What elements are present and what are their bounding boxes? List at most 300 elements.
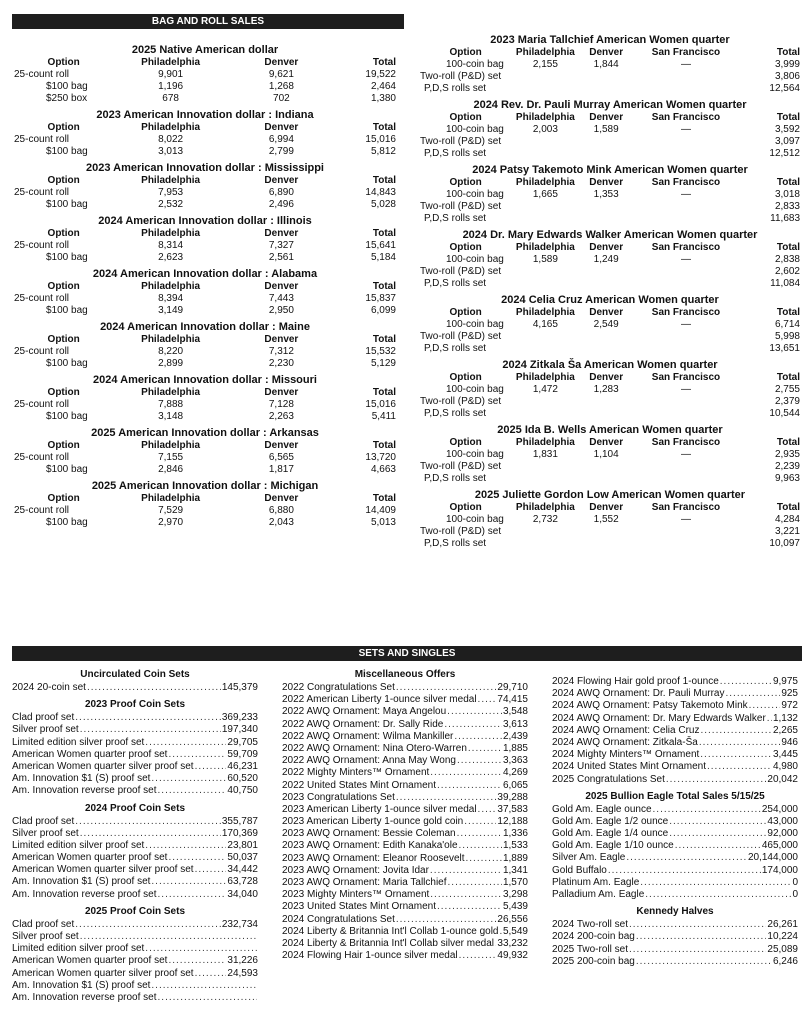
item-name: 2022 AWQ Ornament: Nina Otero-Warren	[282, 742, 467, 754]
row-value: 6,565	[268, 452, 294, 463]
column-header: Denver	[589, 502, 624, 513]
row-value	[633, 148, 739, 160]
row-value: 2,464	[370, 81, 396, 92]
row-value: 5,129	[370, 358, 396, 369]
item-value: 39,288	[497, 791, 528, 803]
row-value	[511, 461, 579, 473]
column-header: Philadelphia	[515, 372, 575, 383]
leader-dots	[478, 804, 497, 816]
list-item	[552, 774, 798, 786]
table-row	[14, 240, 396, 252]
leader-dots	[767, 713, 772, 725]
list-item	[552, 804, 798, 816]
list-item	[282, 853, 528, 865]
list-item	[552, 816, 798, 828]
item-value: 4,980	[772, 761, 798, 773]
column-header: Denver	[589, 47, 624, 58]
leader-dots	[608, 865, 761, 877]
column-header: Option	[449, 502, 482, 513]
row-value: 2,561	[268, 252, 294, 263]
item-name: 2024 Two-roll set	[552, 919, 628, 931]
column-header: Denver	[589, 112, 624, 123]
item-name: Clad proof set	[12, 712, 75, 724]
sets-column-1	[12, 664, 258, 1004]
item-value: 10,224	[767, 931, 798, 943]
leader-dots	[80, 828, 221, 840]
list-item	[12, 919, 258, 931]
table-header-row	[420, 47, 800, 59]
row-value: 1,268	[268, 81, 294, 92]
column-header: Philadelphia	[515, 242, 575, 253]
table-row	[14, 252, 396, 264]
row-value: 1,589	[593, 124, 619, 135]
leader-dots	[464, 816, 496, 828]
list-item	[552, 852, 798, 864]
section-title: 2023 American Innovation dollar : Indiana	[96, 109, 314, 121]
item-name: Limited edition silver proof set	[12, 839, 145, 851]
row-value	[633, 396, 739, 408]
table-row	[420, 189, 800, 201]
row-value	[511, 526, 579, 538]
list-item	[552, 877, 798, 889]
row-value	[633, 408, 739, 420]
row-value: 2,899	[158, 358, 184, 369]
list-item	[552, 828, 798, 840]
leader-dots	[151, 980, 257, 992]
row-value: 6,880	[268, 505, 294, 516]
column-header: Total	[372, 493, 396, 504]
list-item	[282, 938, 528, 950]
table-row	[420, 201, 800, 213]
item-value: 37,583	[497, 803, 528, 815]
item-value: 1,533	[502, 840, 528, 852]
table-row	[14, 199, 396, 211]
row-label: Two-roll (P&D) set	[420, 136, 502, 147]
row-value	[580, 473, 633, 485]
list-item	[552, 919, 798, 931]
column-header: Philadelphia	[141, 57, 201, 68]
table-row	[420, 473, 800, 485]
section-title: 2024 Rev. Dr. Pauli Murray American Women quarter	[473, 99, 747, 111]
item-name: Gold Am. Eagle 1/4 ounce	[552, 828, 669, 840]
column-header: Denver	[589, 242, 624, 253]
list-item	[12, 876, 258, 888]
row-value: 12,512	[769, 148, 800, 159]
row-value	[511, 148, 579, 160]
list-item	[282, 792, 528, 804]
table-header-row	[14, 493, 396, 505]
table-row	[420, 408, 800, 420]
table-row	[420, 514, 800, 526]
row-value: 1,283	[593, 384, 619, 395]
row-value	[580, 331, 633, 343]
sales-table	[14, 281, 396, 317]
item-name: Limited edition silver proof set	[12, 736, 145, 748]
row-value	[580, 278, 633, 290]
item-name: 2022 United States Mint Ornament	[282, 779, 436, 791]
row-value: 15,016	[365, 399, 396, 410]
sets-column-2	[282, 664, 528, 962]
row-value	[633, 213, 739, 225]
column-header: Philadelphia	[515, 307, 575, 318]
item-name: Gold Am. Eagle 1/10 ounce	[552, 840, 674, 852]
row-label: 100-coin bag	[446, 449, 504, 460]
item-value: 1,889	[502, 852, 528, 864]
list-item	[12, 980, 258, 992]
item-value: 232,734	[221, 918, 258, 930]
column-header: San Francisco	[651, 47, 721, 58]
item-value: 3,363	[502, 755, 528, 767]
list-item	[282, 828, 528, 840]
sales-table	[14, 440, 396, 476]
column-header: San Francisco	[651, 307, 721, 318]
item-name: Am. Innovation $1 (S) proof set	[12, 773, 151, 785]
row-value: 1,249	[593, 254, 619, 265]
list-item	[282, 914, 528, 926]
item-value: 74,415	[497, 694, 528, 706]
list-item	[12, 840, 258, 852]
item-name: 2022 AWQ Ornament: Wilma Mankiller	[282, 730, 454, 742]
item-name: 2022 Congratulations Set	[282, 682, 395, 693]
list-item	[12, 864, 258, 876]
list-item	[282, 682, 528, 694]
row-value: 3,148	[158, 411, 184, 422]
row-value: 2,755	[774, 384, 800, 395]
column-header: Total	[776, 47, 800, 58]
leader-dots	[396, 914, 497, 926]
column-header: Total	[372, 175, 396, 186]
column-header: San Francisco	[651, 112, 721, 123]
row-value: 3,013	[158, 146, 184, 157]
table-header-row	[14, 228, 396, 240]
list-item	[282, 816, 528, 828]
item-name: Clad proof set	[12, 918, 75, 930]
item-value: 0	[792, 876, 798, 888]
item-value: 23,801	[227, 839, 258, 851]
list-section-title: 2023 Proof Coin Sets	[84, 699, 186, 711]
item-name: 2024 Flowing Hair 1-ounce silver medal	[282, 950, 458, 962]
leader-dots	[466, 853, 502, 865]
list-item	[282, 767, 528, 779]
item-value: 34,040	[227, 888, 258, 900]
list-item	[12, 712, 258, 724]
item-name: Clad proof set	[12, 815, 75, 827]
row-label: P,D,S rolls set	[424, 148, 487, 159]
row-value: 7,327	[268, 240, 294, 251]
item-name: 2024 AWQ Ornament: Patsy Takemoto Mink	[552, 700, 748, 712]
row-label: Two-roll (P&D) set	[420, 331, 502, 342]
sales-table	[14, 175, 396, 211]
item-value: 2,265	[772, 724, 798, 736]
table-row	[420, 254, 800, 266]
row-label: $100 bag	[46, 305, 88, 316]
column-header: Denver	[589, 437, 624, 448]
column-header: Option	[449, 177, 482, 188]
section-title: 2025 Juliette Gordon Low American Women quarter	[474, 489, 746, 501]
table-row	[420, 461, 800, 473]
item-name: American Women quarter proof set	[12, 748, 168, 760]
item-value: 59,709	[227, 748, 258, 760]
item-value: 1,885	[502, 742, 528, 754]
column-header: Philadelphia	[141, 334, 201, 345]
row-label: P,D,S rolls set	[424, 278, 487, 289]
table-row	[420, 449, 800, 461]
leader-dots	[145, 737, 226, 749]
row-value: 2,846	[158, 464, 184, 475]
item-name: Am. Innovation $1 (S) proof set	[12, 876, 151, 888]
leader-dots	[675, 840, 761, 852]
list-item	[552, 676, 798, 688]
leader-dots	[75, 816, 221, 828]
column-header: Denver	[264, 334, 299, 345]
table-header-row	[420, 242, 800, 254]
row-value	[580, 461, 633, 473]
column-header: Total	[372, 334, 396, 345]
item-value: 9,975	[772, 676, 798, 687]
row-value: 5,812	[370, 146, 396, 157]
row-value: 5,411	[371, 411, 396, 422]
item-name: Limited edition silver proof set	[12, 943, 145, 955]
sales-table	[420, 112, 800, 160]
item-name: 2024 Flowing Hair gold proof 1-ounce	[552, 676, 719, 687]
row-value	[633, 136, 739, 148]
table-header-row	[14, 334, 396, 346]
row-value	[511, 538, 579, 550]
table-row	[420, 266, 800, 278]
row-value: 1,552	[593, 514, 619, 525]
item-name: 2024 Liberty & Britannia Int'l Collab 1-ounce gold	[282, 925, 499, 937]
row-label: $250 box	[46, 93, 88, 104]
column-header: Total	[776, 437, 800, 448]
list-item	[552, 865, 798, 877]
list-item	[282, 731, 528, 743]
section-title: 2025 Ida B. Wells American Women quarter	[497, 424, 723, 436]
row-value	[633, 461, 739, 473]
row-value: 12,564	[769, 83, 800, 94]
row-label: Two-roll (P&D) set	[420, 461, 502, 472]
item-name: 2023 AWQ Ornament: Edith Kanaka'ole	[282, 840, 458, 852]
leader-dots	[669, 816, 766, 828]
row-label: 25-count roll	[14, 134, 70, 145]
row-value	[511, 213, 579, 225]
item-name: Silver proof set	[12, 827, 79, 839]
leader-dots	[640, 877, 791, 889]
row-label: Two-roll (P&D) set	[420, 71, 502, 82]
list-item	[12, 749, 258, 761]
row-label: $100 bag	[46, 464, 88, 475]
item-name: 2023 AWQ Ornament: Bessie Coleman	[282, 828, 456, 840]
list-item	[282, 865, 528, 877]
column-header: Philadelphia	[141, 493, 201, 504]
column-header: Option	[47, 57, 80, 68]
row-label: 25-count roll	[14, 69, 70, 80]
row-value: 2,833	[774, 201, 800, 212]
column-header: Option	[47, 175, 80, 186]
row-value: 5,998	[774, 331, 800, 342]
row-value: 11,084	[770, 278, 800, 289]
leader-dots	[151, 876, 226, 888]
row-value: 10,544	[769, 408, 800, 419]
row-value	[511, 136, 579, 148]
row-value: 1,589	[532, 254, 558, 265]
leader-dots	[145, 943, 257, 955]
section-title: 2024 American Innovation dollar : Illinois	[98, 215, 312, 227]
list-item	[282, 950, 528, 962]
sales-table	[14, 387, 396, 423]
item-value: 49,932	[497, 950, 528, 962]
row-label: P,D,S rolls set	[424, 343, 487, 354]
leader-dots	[444, 719, 502, 731]
bag-roll-header: BAG AND ROLL SALES	[12, 14, 404, 29]
list-section-title: 2025 Bullion Eagle Total Sales 5/15/25	[585, 790, 765, 802]
bag-roll-right-column	[420, 30, 800, 550]
column-header: Total	[372, 57, 396, 68]
item-name: 2024 AWQ Ornament: Dr. Pauli Murray	[552, 688, 725, 700]
leader-dots	[195, 968, 227, 980]
row-label: 25-count roll	[14, 293, 70, 304]
row-value: 1,665	[532, 189, 558, 200]
row-value: 2,496	[268, 199, 294, 210]
item-name: 2024 AWQ Ornament: Dr. Mary Edwards Walker	[552, 712, 766, 724]
row-value	[511, 473, 579, 485]
list-item	[552, 840, 798, 852]
row-value: 4,165	[532, 319, 558, 330]
row-label: 100-coin bag	[446, 254, 504, 265]
leader-dots	[636, 931, 767, 943]
row-label: $100 bag	[46, 146, 88, 157]
row-value: 13,651	[769, 343, 800, 354]
item-name: Gold Am. Eagle 1/2 ounce	[552, 815, 669, 827]
list-item	[282, 706, 528, 718]
item-name: 2025 Two-roll set	[552, 943, 628, 955]
row-value: 3,018	[774, 189, 800, 200]
item-value: 197,340	[221, 724, 258, 736]
row-value	[511, 331, 579, 343]
item-name: Silver Am. Eagle	[552, 852, 626, 864]
row-value	[633, 526, 739, 538]
leader-dots	[437, 780, 502, 792]
item-value: 92,000	[767, 828, 798, 840]
leader-dots	[653, 804, 761, 816]
list-section-title: 2025 Proof Coin Sets	[84, 905, 186, 917]
column-header: Denver	[264, 228, 299, 239]
item-value: 3,613	[502, 718, 528, 730]
list-section-title: 2024 Proof Coin Sets	[84, 802, 186, 814]
row-label: Two-roll (P&D) set	[420, 266, 502, 277]
item-value: 1,570	[502, 877, 528, 888]
list-item	[282, 901, 528, 913]
leader-dots	[459, 840, 502, 852]
item-value: 31,226	[227, 955, 258, 967]
column-header: Total	[776, 372, 800, 383]
sets-singles-header: SETS AND SINGLES	[12, 646, 802, 661]
table-row	[14, 134, 396, 146]
column-header: Denver	[589, 177, 624, 188]
row-value	[580, 538, 633, 550]
item-name: 2022 Mighty Minters™ Ornament	[282, 767, 430, 779]
item-value: 24,593	[227, 967, 258, 979]
table-row	[420, 331, 800, 343]
row-label: 100-coin bag	[446, 124, 504, 135]
leader-dots	[626, 852, 747, 864]
item-value: 3,548	[502, 706, 528, 718]
leader-dots	[749, 700, 781, 712]
row-value	[580, 148, 633, 160]
row-value: 15,641	[365, 240, 396, 251]
row-value: 2,239	[774, 461, 800, 472]
leader-dots	[700, 725, 772, 737]
item-value: 355,787	[221, 815, 258, 827]
item-value: 254,000	[761, 803, 798, 815]
item-name: 2022 AWQ Ornament: Dr. Sally Ride	[282, 718, 444, 730]
column-header: Option	[47, 228, 80, 239]
row-value: 1,831	[532, 449, 558, 460]
row-value	[580, 71, 633, 83]
leader-dots	[447, 706, 502, 718]
row-value: 3,221	[774, 526, 800, 537]
item-name: 2022 AWQ Ornament: Anna May Wong	[282, 755, 456, 767]
table-row	[420, 213, 800, 225]
row-value	[511, 201, 579, 213]
list-item	[12, 943, 258, 955]
table-row	[420, 396, 800, 408]
item-value: 1,132	[772, 712, 798, 724]
list-item	[12, 816, 258, 828]
item-value: 925	[781, 688, 798, 700]
column-header: Total	[776, 307, 800, 318]
row-value	[633, 71, 739, 83]
list-item	[282, 694, 528, 706]
list-item	[552, 725, 798, 737]
leader-dots	[158, 992, 257, 1004]
column-header: Option	[449, 242, 482, 253]
row-value: 2,043	[268, 517, 294, 528]
row-label: 100-coin bag	[446, 384, 504, 395]
column-header: Option	[449, 47, 482, 58]
item-value: 972	[781, 700, 798, 712]
list-item	[552, 688, 798, 700]
row-value: 2,230	[268, 358, 294, 369]
sales-table	[14, 122, 396, 158]
row-value: 1,196	[158, 81, 184, 92]
row-value: 1,104	[593, 449, 619, 460]
leader-dots	[75, 919, 221, 931]
table-row	[14, 187, 396, 199]
table-header-row	[420, 502, 800, 514]
row-value: 6,714	[774, 319, 800, 330]
leader-dots	[80, 724, 221, 736]
table-row	[420, 278, 800, 290]
row-value: 8,220	[158, 346, 184, 357]
item-name: 2023 Congratulations Set	[282, 791, 395, 803]
column-header: San Francisco	[651, 437, 721, 448]
item-name: Am. Innovation reverse proof set	[12, 991, 157, 1003]
row-label: 25-count roll	[14, 346, 70, 357]
row-value: 3,999	[774, 59, 800, 70]
leader-dots	[430, 889, 502, 901]
leader-dots	[80, 931, 257, 943]
leader-dots	[459, 950, 497, 962]
list-item	[12, 761, 258, 773]
item-value: 1,341	[502, 864, 528, 876]
item-name: 2023 American Liberty 1-ounce silver medal	[282, 803, 477, 815]
row-value	[580, 83, 633, 95]
column-header: Total	[372, 387, 396, 398]
row-label: 25-count roll	[14, 187, 70, 198]
row-value: 8,022	[158, 134, 184, 145]
column-header: Option	[47, 387, 80, 398]
row-value: 2,263	[268, 411, 294, 422]
